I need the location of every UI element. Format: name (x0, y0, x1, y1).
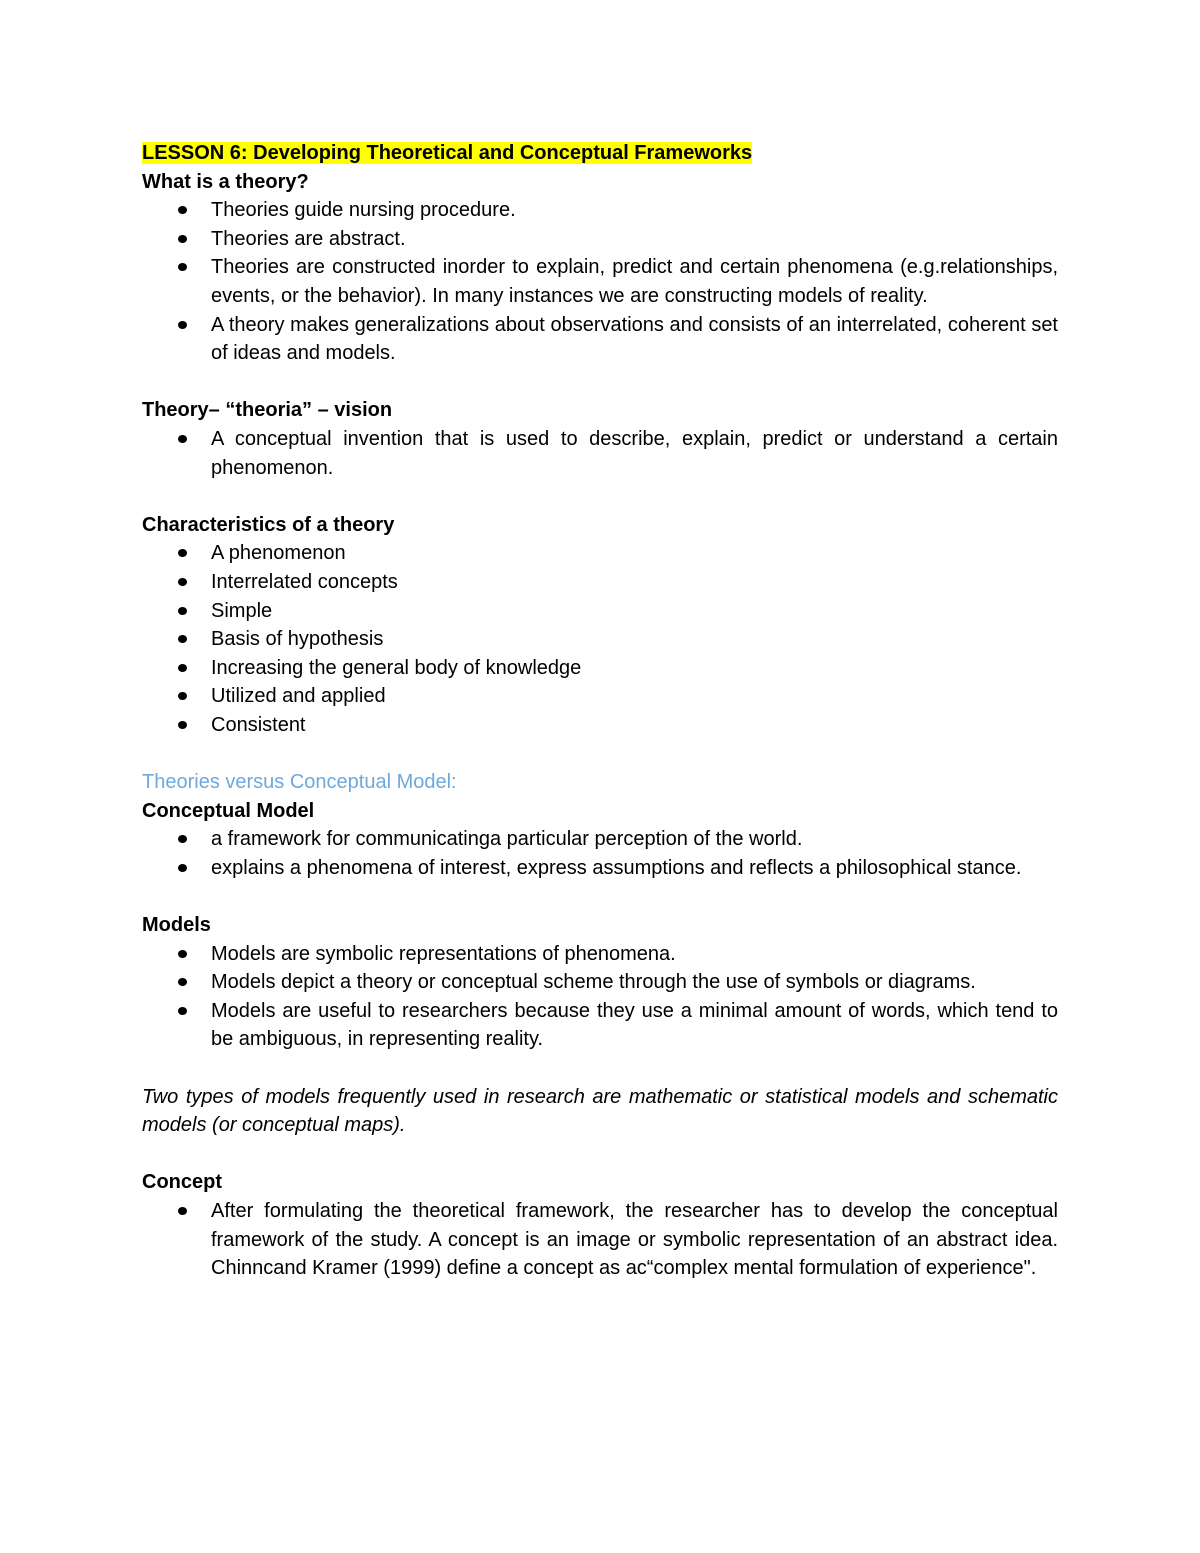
bullet-icon (178, 835, 187, 843)
bullet-icon (178, 435, 187, 443)
heading-models: Models (142, 914, 211, 937)
bullet-icon (178, 978, 187, 986)
spacer (142, 882, 1058, 911)
spacer (142, 1054, 1058, 1083)
bullet-icon (178, 578, 187, 586)
list-item: A conceptual invention that is used to describe, explain, predict or understand a certain phenomenon. (142, 425, 1058, 482)
list-concept (142, 1197, 1058, 1283)
list-models (142, 940, 1058, 1054)
bullet-icon (178, 235, 187, 243)
bullet-icon (178, 864, 187, 872)
heading-conceptual-model: Conceptual Model (142, 799, 315, 822)
heading-what-is-theory: What is a theory? (142, 170, 309, 193)
list-item: A theory makes generalizations about observations and consists of an interrelated, coherent set of ideas and models. (142, 311, 1058, 368)
list-item: Increasing the general body of knowledge (142, 654, 1058, 683)
heading-concept: Concept (142, 1171, 222, 1194)
bullet-icon (178, 692, 187, 700)
list-item: Theories are constructed inorder to explain, predict and certain phenomena (e.g.relationships, events, or the behavior). In many instances we are constructing models of reality. (142, 253, 1058, 310)
bullet-icon (178, 1207, 187, 1215)
list-characteristics (142, 539, 1058, 739)
lesson-title (142, 139, 1058, 168)
spacer (142, 1140, 1058, 1169)
subheading-theories-vs-model: Theories versus Conceptual Model: (142, 771, 457, 794)
bullet-icon (178, 607, 187, 615)
spacer (142, 482, 1058, 511)
list-item: Utilized and applied (142, 682, 1058, 711)
list-what-is-theory (142, 196, 1058, 368)
list-item: a framework for communicatinga particular perception of the world. (142, 825, 1058, 854)
document-page (142, 139, 1058, 1283)
heading-theoria: Theory– “theoria” – vision (142, 399, 393, 422)
spacer (142, 739, 1058, 768)
list-item: Basis of hypothesis (142, 625, 1058, 654)
list-item: Interrelated concepts (142, 568, 1058, 597)
list-item: Consistent (142, 711, 1058, 740)
list-theoria (142, 425, 1058, 482)
list-item: A phenomenon (142, 539, 1058, 568)
title-highlight: LESSON 6: Developing Theoretical and Conceptual Frameworks (142, 142, 753, 164)
list-item: Theories guide nursing procedure. (142, 196, 1058, 225)
bullet-icon (178, 549, 187, 557)
bullet-icon (178, 1007, 187, 1015)
list-item: Theories are abstract. (142, 225, 1058, 254)
bullet-icon (178, 263, 187, 271)
bullet-icon (178, 206, 187, 214)
bullet-icon (178, 664, 187, 672)
list-item: explains a phenomena of interest, express assumptions and reflects a philosophical stance. (142, 854, 1058, 883)
italic-paragraph: Two types of models frequently used in research are mathematic or statistical models and schematic models (or conceptual maps). (142, 1085, 1058, 1137)
list-item: After formulating the theoretical framework, the researcher has to develop the conceptual framework of the study. A concept is an image or symbolic representation of an abstract idea. Chinncand Kramer (1999) define a concept as ac“complex mental formulation of experience". (142, 1197, 1058, 1283)
list-item: Simple (142, 597, 1058, 626)
bullet-icon (178, 635, 187, 643)
list-item: Models are useful to researchers because they use a minimal amount of words, which tend to be ambiguous, in representing reality. (142, 997, 1058, 1054)
spacer (142, 368, 1058, 397)
bullet-icon (178, 721, 187, 729)
bullet-icon (178, 950, 187, 958)
list-conceptual-model (142, 825, 1058, 882)
list-item: Models depict a theory or conceptual scheme through the use of symbols or diagrams. (142, 968, 1058, 997)
list-item: Models are symbolic representations of phenomena. (142, 940, 1058, 969)
bullet-icon (178, 321, 187, 329)
heading-characteristics: Characteristics of a theory (142, 513, 395, 536)
